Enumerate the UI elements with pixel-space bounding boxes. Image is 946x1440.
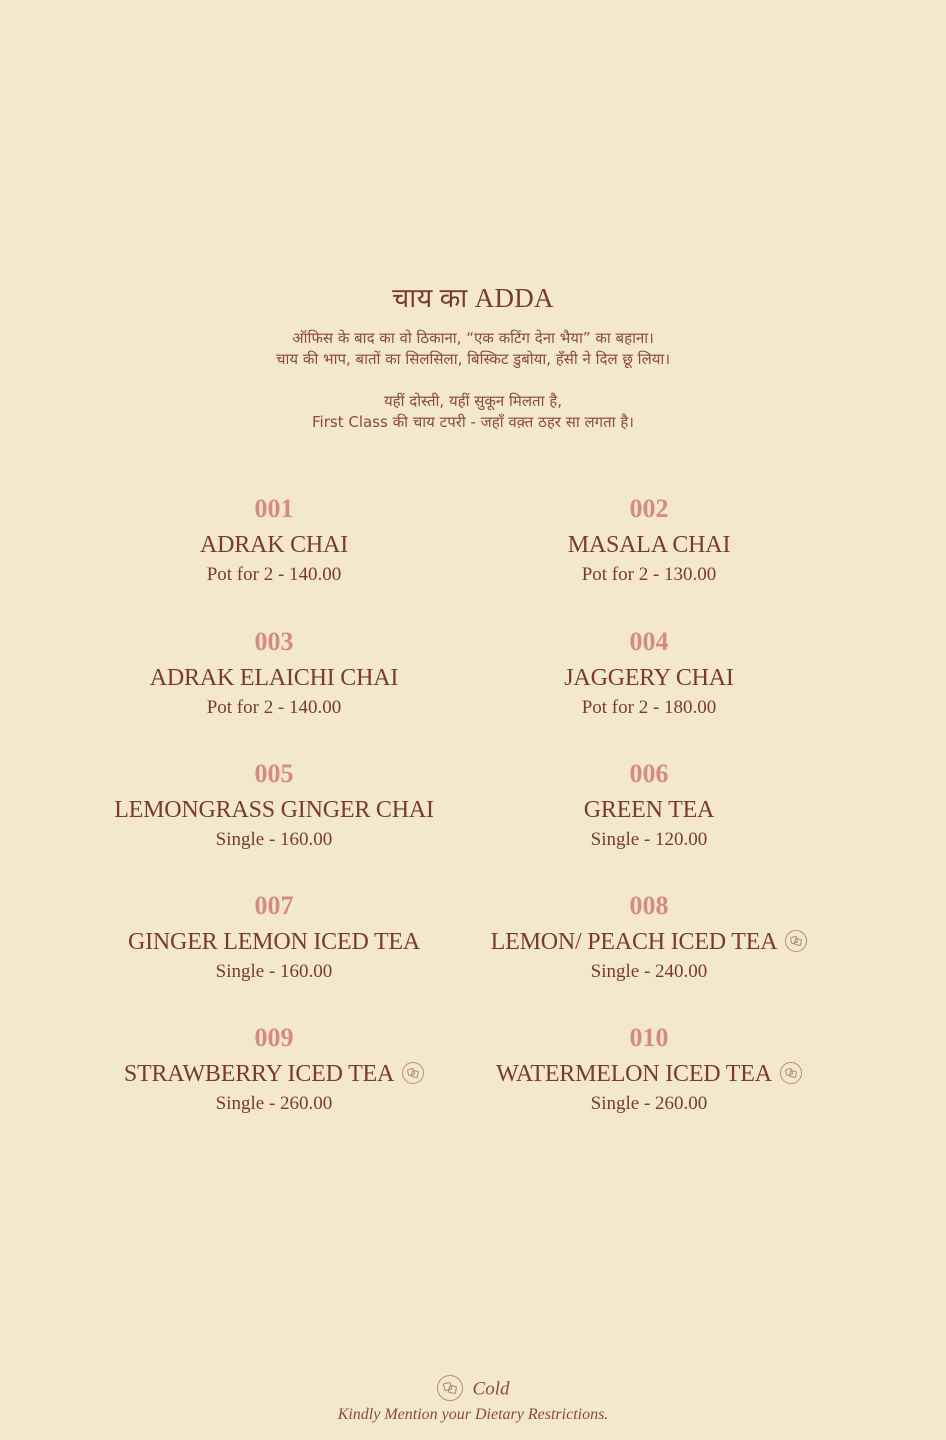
menu-item (439, 759, 859, 851)
item-price: Single - 160.00 (215, 961, 333, 982)
item-number: 010 (629, 1023, 669, 1052)
intro-stanza-1 (0, 328, 946, 370)
item-name (439, 928, 859, 956)
menu-item (64, 494, 484, 586)
menu-item (439, 627, 859, 719)
item-number: 008 (629, 891, 669, 920)
item-number: 005 (254, 759, 294, 788)
item-number: 009 (254, 1023, 294, 1052)
item-price: Pot for 2 - 140.00 (206, 564, 342, 585)
item-price: Single - 120.00 (590, 829, 708, 850)
menu-item (64, 627, 484, 719)
menu-item (439, 891, 859, 983)
item-price: Single - 260.00 (215, 1093, 333, 1114)
dietary-note: Kindly Mention your Dietary Restrictions. (337, 1406, 609, 1423)
intro-stanza-2 (0, 391, 946, 433)
menu-item (439, 1023, 859, 1115)
cold-legend-label: Cold (472, 1378, 510, 1400)
item-price: Pot for 2 - 180.00 (581, 697, 717, 718)
item-price: Pot for 2 - 140.00 (206, 697, 342, 718)
item-name-text: STRAWBERRY ICED TEA (123, 1061, 395, 1087)
menu-title: चाय का ADDA (392, 283, 554, 313)
item-number: 007 (254, 891, 294, 920)
ice-cube-icon (437, 1375, 463, 1401)
item-name (64, 1060, 484, 1088)
ice-cube-icon (402, 1062, 424, 1084)
item-number: 004 (629, 627, 669, 656)
menu-item (439, 494, 859, 586)
item-number: 001 (254, 494, 294, 523)
item-price: Single - 160.00 (215, 829, 333, 850)
item-name: GREEN TEA (583, 797, 715, 823)
item-price: Single - 260.00 (590, 1093, 708, 1114)
item-name: ADRAK ELAICHI CHAI (149, 665, 399, 691)
intro-line: चाय की भाप, बातों का सिलसिला, बिस्किट डुबोया, हँसी ने दिल छू लिया। (275, 350, 671, 368)
menu-item (64, 759, 484, 851)
item-name: MASALA CHAI (567, 532, 731, 558)
menu-item (64, 1023, 484, 1115)
menu-item (64, 891, 484, 983)
intro-line: ऑफिस के बाद का वो ठिकाना, “एक कटिंग देना भैया” का बहाना। (292, 329, 654, 347)
cold-legend (0, 1377, 946, 1403)
intro-line: यहीं दोस्ती, यहीं सुकून मिलता है, (383, 392, 562, 410)
item-name: GINGER LEMON ICED TEA (128, 929, 420, 955)
item-name-text: LEMON/ PEACH ICED TEA (490, 929, 778, 955)
item-number: 003 (254, 627, 294, 656)
item-name: LEMONGRASS GINGER CHAI (114, 797, 434, 823)
item-name: JAGGERY CHAI (564, 665, 734, 691)
ice-cube-icon (780, 1062, 802, 1084)
item-price: Single - 240.00 (590, 961, 708, 982)
intro-line: First Class की चाय टपरी - जहाँ वक़्त ठहर सा लगता है। (312, 413, 634, 431)
item-number: 006 (629, 759, 669, 788)
item-price: Pot for 2 - 130.00 (581, 564, 717, 585)
ice-cube-icon (785, 930, 807, 952)
item-name-text: WATERMELON ICED TEA (496, 1061, 772, 1087)
item-number: 002 (629, 494, 669, 523)
item-name: ADRAK CHAI (199, 532, 348, 558)
item-name (439, 1060, 859, 1088)
